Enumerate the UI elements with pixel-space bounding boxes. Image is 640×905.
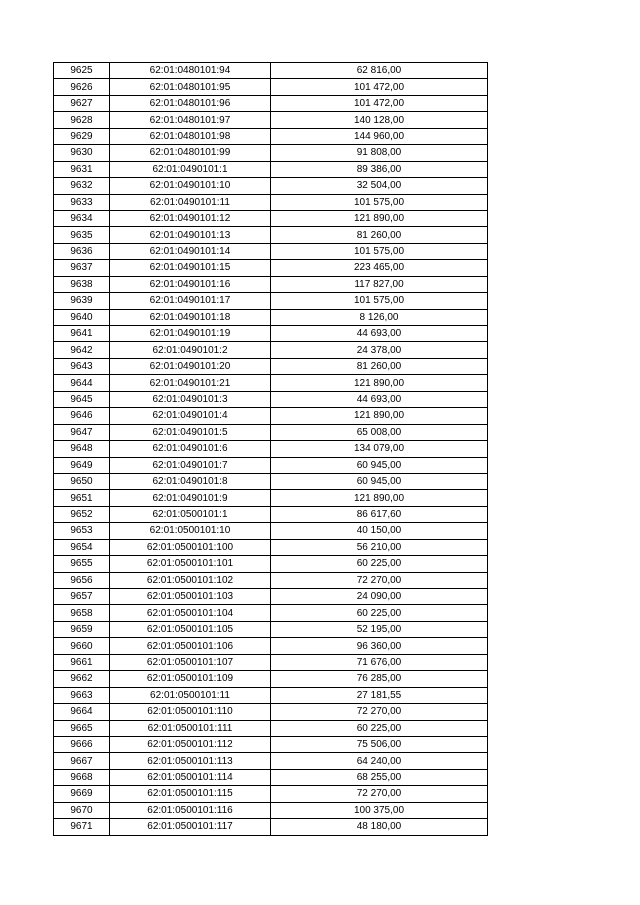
row-number-cell: 9639 bbox=[54, 293, 110, 309]
cadastral-value-cell: 27 181,55 bbox=[271, 687, 488, 703]
row-number-cell: 9626 bbox=[54, 79, 110, 95]
cadastral-value-cell: 101 575,00 bbox=[271, 243, 488, 259]
row-number-cell: 9649 bbox=[54, 457, 110, 473]
cadastral-value-cell: 60 225,00 bbox=[271, 605, 488, 621]
row-number-cell: 9637 bbox=[54, 260, 110, 276]
cadastral-number-cell: 62:01:0490101:1 bbox=[110, 161, 271, 177]
cadastral-number-cell: 62:01:0490101:5 bbox=[110, 424, 271, 440]
cadastral-number-cell: 62:01:0500101:1 bbox=[110, 506, 271, 522]
table-row bbox=[54, 671, 488, 687]
row-number-cell: 9655 bbox=[54, 556, 110, 572]
row-number-cell: 9669 bbox=[54, 786, 110, 802]
cadastral-value-cell: 24 090,00 bbox=[271, 589, 488, 605]
cadastral-number-cell: 62:01:0480101:95 bbox=[110, 79, 271, 95]
row-number-cell: 9642 bbox=[54, 342, 110, 358]
cadastral-number-cell: 62:01:0500101:10 bbox=[110, 523, 271, 539]
table-body bbox=[54, 63, 488, 836]
row-number-cell: 9646 bbox=[54, 408, 110, 424]
cadastral-number-cell: 62:01:0490101:21 bbox=[110, 375, 271, 391]
table-row bbox=[54, 260, 488, 276]
cadastral-number-cell: 62:01:0500101:101 bbox=[110, 556, 271, 572]
table-row bbox=[54, 441, 488, 457]
table-row bbox=[54, 539, 488, 555]
row-number-cell: 9627 bbox=[54, 95, 110, 111]
table-row bbox=[54, 589, 488, 605]
cadastral-value-cell: 60 945,00 bbox=[271, 473, 488, 489]
table-row bbox=[54, 572, 488, 588]
cadastral-number-cell: 62:01:0500101:102 bbox=[110, 572, 271, 588]
cadastral-value-cell: 48 180,00 bbox=[271, 819, 488, 835]
row-number-cell: 9671 bbox=[54, 819, 110, 835]
row-number-cell: 9645 bbox=[54, 391, 110, 407]
cadastral-value-cell: 32 504,00 bbox=[271, 178, 488, 194]
row-number-cell: 9632 bbox=[54, 178, 110, 194]
cadastral-number-cell: 62:01:0480101:94 bbox=[110, 63, 271, 79]
row-number-cell: 9635 bbox=[54, 227, 110, 243]
row-number-cell: 9667 bbox=[54, 753, 110, 769]
row-number-cell: 9660 bbox=[54, 638, 110, 654]
cadastral-number-cell: 62:01:0500101:117 bbox=[110, 819, 271, 835]
cadastral-value-cell: 52 195,00 bbox=[271, 621, 488, 637]
table-row bbox=[54, 375, 488, 391]
table-row bbox=[54, 243, 488, 259]
cadastral-value-cell: 101 575,00 bbox=[271, 194, 488, 210]
cadastral-value-cell: 8 126,00 bbox=[271, 309, 488, 325]
row-number-cell: 9630 bbox=[54, 145, 110, 161]
table-row bbox=[54, 720, 488, 736]
cadastral-number-cell: 62:01:0490101:16 bbox=[110, 276, 271, 292]
cadastral-value-cell: 60 945,00 bbox=[271, 457, 488, 473]
table-row bbox=[54, 227, 488, 243]
cadastral-number-cell: 62:01:0490101:11 bbox=[110, 194, 271, 210]
row-number-cell: 9644 bbox=[54, 375, 110, 391]
table-row bbox=[54, 95, 488, 111]
row-number-cell: 9668 bbox=[54, 769, 110, 785]
cadastral-value-cell: 134 079,00 bbox=[271, 441, 488, 457]
cadastral-value-cell: 71 676,00 bbox=[271, 654, 488, 670]
cadastral-value-cell: 89 386,00 bbox=[271, 161, 488, 177]
cadastral-value-cell: 44 693,00 bbox=[271, 391, 488, 407]
cadastral-value-cell: 223 465,00 bbox=[271, 260, 488, 276]
cadastral-number-cell: 62:01:0500101:115 bbox=[110, 786, 271, 802]
cadastral-value-cell: 72 270,00 bbox=[271, 786, 488, 802]
table-row bbox=[54, 506, 488, 522]
table-row bbox=[54, 523, 488, 539]
cadastral-value-cell: 100 375,00 bbox=[271, 802, 488, 818]
row-number-cell: 9650 bbox=[54, 473, 110, 489]
table-row bbox=[54, 819, 488, 835]
table-row bbox=[54, 194, 488, 210]
table-row bbox=[54, 342, 488, 358]
table-row bbox=[54, 753, 488, 769]
table-row bbox=[54, 112, 488, 128]
cadastral-number-cell: 62:01:0480101:99 bbox=[110, 145, 271, 161]
cadastral-number-cell: 62:01:0490101:2 bbox=[110, 342, 271, 358]
cadastral-value-cell: 68 255,00 bbox=[271, 769, 488, 785]
cadastral-number-cell: 62:01:0500101:106 bbox=[110, 638, 271, 654]
table-row bbox=[54, 654, 488, 670]
row-number-cell: 9662 bbox=[54, 671, 110, 687]
cadastral-value-cell: 72 270,00 bbox=[271, 572, 488, 588]
cadastral-value-cell: 76 285,00 bbox=[271, 671, 488, 687]
cadastral-number-cell: 62:01:0490101:20 bbox=[110, 358, 271, 374]
row-number-cell: 9647 bbox=[54, 424, 110, 440]
cadastral-number-cell: 62:01:0490101:7 bbox=[110, 457, 271, 473]
cadastral-number-cell: 62:01:0490101:3 bbox=[110, 391, 271, 407]
cadastral-value-cell: 64 240,00 bbox=[271, 753, 488, 769]
cadastral-value-cell: 56 210,00 bbox=[271, 539, 488, 555]
cadastral-number-cell: 62:01:0500101:11 bbox=[110, 687, 271, 703]
cadastral-value-cell: 40 150,00 bbox=[271, 523, 488, 539]
row-number-cell: 9661 bbox=[54, 654, 110, 670]
cadastral-value-cell: 65 008,00 bbox=[271, 424, 488, 440]
row-number-cell: 9634 bbox=[54, 210, 110, 226]
table-row bbox=[54, 473, 488, 489]
table-row bbox=[54, 687, 488, 703]
cadastral-number-cell: 62:01:0490101:18 bbox=[110, 309, 271, 325]
cadastral-number-cell: 62:01:0490101:6 bbox=[110, 441, 271, 457]
row-number-cell: 9636 bbox=[54, 243, 110, 259]
cadastral-value-cell: 60 225,00 bbox=[271, 720, 488, 736]
table-row bbox=[54, 178, 488, 194]
cadastral-number-cell: 62:01:0480101:96 bbox=[110, 95, 271, 111]
table-row bbox=[54, 63, 488, 79]
table-row bbox=[54, 786, 488, 802]
cadastral-value-cell: 101 575,00 bbox=[271, 293, 488, 309]
row-number-cell: 9670 bbox=[54, 802, 110, 818]
cadastral-number-cell: 62:01:0480101:98 bbox=[110, 128, 271, 144]
row-number-cell: 9666 bbox=[54, 736, 110, 752]
cadastral-number-cell: 62:01:0490101:12 bbox=[110, 210, 271, 226]
table-row bbox=[54, 424, 488, 440]
table-row bbox=[54, 276, 488, 292]
cadastral-number-cell: 62:01:0500101:114 bbox=[110, 769, 271, 785]
cadastral-value-cell: 144 960,00 bbox=[271, 128, 488, 144]
cadastral-number-cell: 62:01:0490101:13 bbox=[110, 227, 271, 243]
cadastral-value-cell: 96 360,00 bbox=[271, 638, 488, 654]
table-row bbox=[54, 490, 488, 506]
row-number-cell: 9625 bbox=[54, 63, 110, 79]
cadastral-number-cell: 62:01:0500101:103 bbox=[110, 589, 271, 605]
row-number-cell: 9653 bbox=[54, 523, 110, 539]
table-row bbox=[54, 358, 488, 374]
row-number-cell: 9641 bbox=[54, 326, 110, 342]
cadastral-number-cell: 62:01:0490101:8 bbox=[110, 473, 271, 489]
cadastral-value-cell: 72 270,00 bbox=[271, 704, 488, 720]
row-number-cell: 9643 bbox=[54, 358, 110, 374]
cadastral-value-cell: 62 816,00 bbox=[271, 63, 488, 79]
cadastral-value-cell: 101 472,00 bbox=[271, 79, 488, 95]
row-number-cell: 9638 bbox=[54, 276, 110, 292]
cadastral-number-cell: 62:01:0500101:107 bbox=[110, 654, 271, 670]
row-number-cell: 9663 bbox=[54, 687, 110, 703]
cadastral-number-cell: 62:01:0480101:97 bbox=[110, 112, 271, 128]
table-row bbox=[54, 638, 488, 654]
cadastral-value-cell: 91 808,00 bbox=[271, 145, 488, 161]
row-number-cell: 9652 bbox=[54, 506, 110, 522]
cadastral-value-cell: 60 225,00 bbox=[271, 556, 488, 572]
row-number-cell: 9631 bbox=[54, 161, 110, 177]
table-row bbox=[54, 769, 488, 785]
row-number-cell: 9640 bbox=[54, 309, 110, 325]
table-row bbox=[54, 408, 488, 424]
cadastral-value-table bbox=[53, 62, 488, 836]
cadastral-number-cell: 62:01:0490101:15 bbox=[110, 260, 271, 276]
cadastral-value-cell: 121 890,00 bbox=[271, 210, 488, 226]
table-row bbox=[54, 605, 488, 621]
row-number-cell: 9633 bbox=[54, 194, 110, 210]
cadastral-number-cell: 62:01:0490101:4 bbox=[110, 408, 271, 424]
table-row bbox=[54, 704, 488, 720]
cadastral-value-cell: 101 472,00 bbox=[271, 95, 488, 111]
row-number-cell: 9654 bbox=[54, 539, 110, 555]
cadastral-number-cell: 62:01:0500101:105 bbox=[110, 621, 271, 637]
cadastral-number-cell: 62:01:0500101:104 bbox=[110, 605, 271, 621]
row-number-cell: 9629 bbox=[54, 128, 110, 144]
table-row bbox=[54, 79, 488, 95]
cadastral-number-cell: 62:01:0500101:109 bbox=[110, 671, 271, 687]
cadastral-number-cell: 62:01:0500101:111 bbox=[110, 720, 271, 736]
cadastral-value-cell: 86 617,60 bbox=[271, 506, 488, 522]
cadastral-value-cell: 81 260,00 bbox=[271, 358, 488, 374]
cadastral-number-cell: 62:01:0490101:14 bbox=[110, 243, 271, 259]
table-row bbox=[54, 802, 488, 818]
cadastral-number-cell: 62:01:0490101:10 bbox=[110, 178, 271, 194]
row-number-cell: 9648 bbox=[54, 441, 110, 457]
row-number-cell: 9656 bbox=[54, 572, 110, 588]
cadastral-number-cell: 62:01:0500101:116 bbox=[110, 802, 271, 818]
cadastral-number-cell: 62:01:0500101:112 bbox=[110, 736, 271, 752]
cadastral-number-cell: 62:01:0490101:9 bbox=[110, 490, 271, 506]
table-row bbox=[54, 736, 488, 752]
row-number-cell: 9659 bbox=[54, 621, 110, 637]
table-row bbox=[54, 457, 488, 473]
cadastral-value-cell: 81 260,00 bbox=[271, 227, 488, 243]
table-row bbox=[54, 210, 488, 226]
cadastral-value-cell: 121 890,00 bbox=[271, 408, 488, 424]
table-row bbox=[54, 309, 488, 325]
table-row bbox=[54, 293, 488, 309]
table-row bbox=[54, 145, 488, 161]
table-row bbox=[54, 621, 488, 637]
table-row bbox=[54, 161, 488, 177]
cadastral-value-cell: 121 890,00 bbox=[271, 375, 488, 391]
cadastral-number-cell: 62:01:0490101:17 bbox=[110, 293, 271, 309]
row-number-cell: 9651 bbox=[54, 490, 110, 506]
cadastral-value-cell: 117 827,00 bbox=[271, 276, 488, 292]
cadastral-number-cell: 62:01:0490101:19 bbox=[110, 326, 271, 342]
table-row bbox=[54, 391, 488, 407]
cadastral-value-cell: 44 693,00 bbox=[271, 326, 488, 342]
row-number-cell: 9658 bbox=[54, 605, 110, 621]
row-number-cell: 9665 bbox=[54, 720, 110, 736]
row-number-cell: 9664 bbox=[54, 704, 110, 720]
row-number-cell: 9657 bbox=[54, 589, 110, 605]
cadastral-number-cell: 62:01:0500101:110 bbox=[110, 704, 271, 720]
cadastral-value-cell: 121 890,00 bbox=[271, 490, 488, 506]
table-row bbox=[54, 128, 488, 144]
cadastral-number-cell: 62:01:0500101:113 bbox=[110, 753, 271, 769]
cadastral-value-cell: 140 128,00 bbox=[271, 112, 488, 128]
row-number-cell: 9628 bbox=[54, 112, 110, 128]
cadastral-value-cell: 75 506,00 bbox=[271, 736, 488, 752]
table-row bbox=[54, 326, 488, 342]
table-row bbox=[54, 556, 488, 572]
cadastral-number-cell: 62:01:0500101:100 bbox=[110, 539, 271, 555]
cadastral-value-cell: 24 378,00 bbox=[271, 342, 488, 358]
